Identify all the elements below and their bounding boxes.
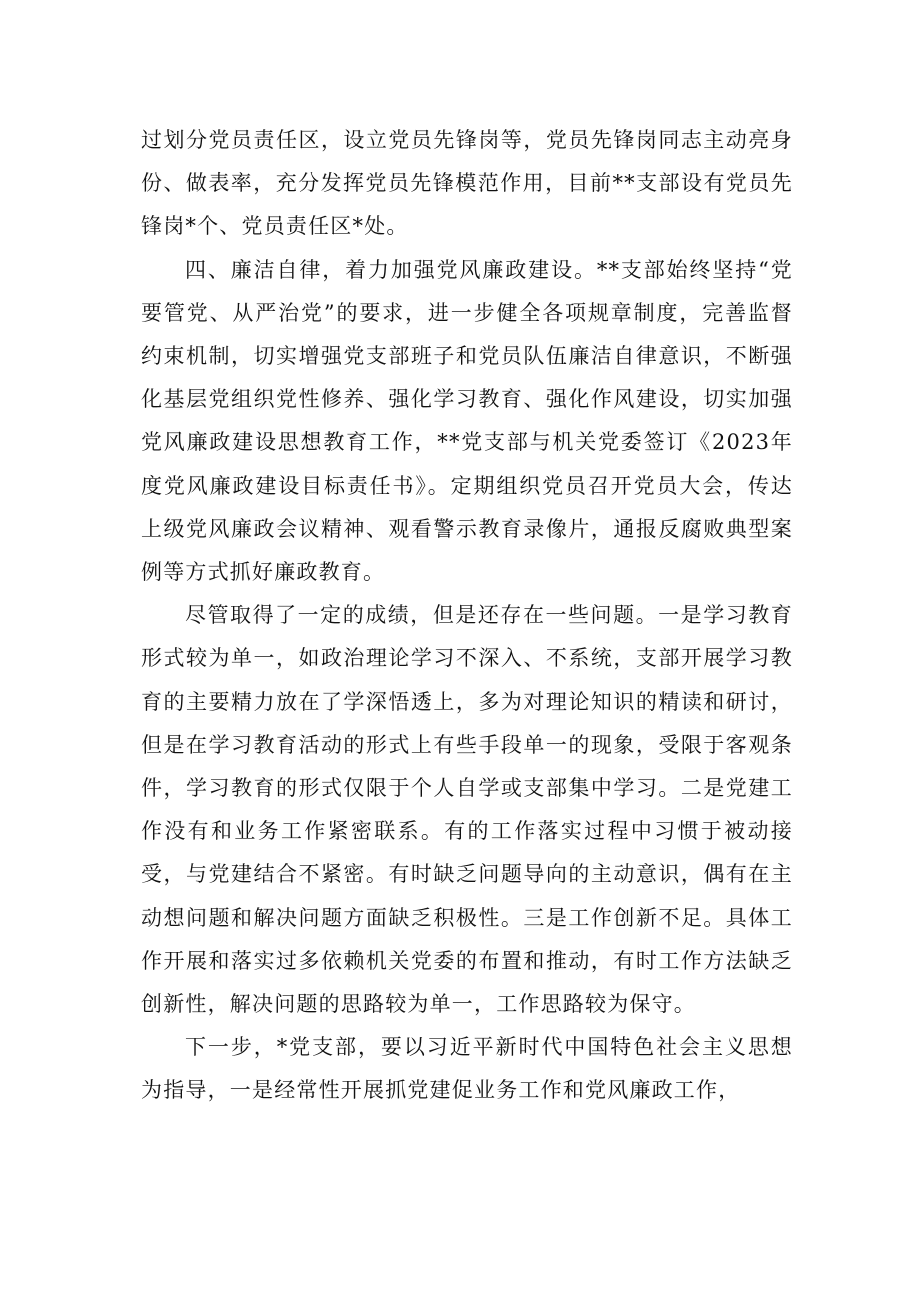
paragraph-integrity: 四、廉洁自律，着力加强党风廉政建设。**支部始终坚持“党要管党、从严治党”的要求，进一步健全各项规章制度，完善监督约束机制，切实增强党支部班子和党员队伍廉洁自律意识，不断强化基层党组织党性修养、强化学习教育、强化作风建设，切实加强党风廉政建设思想教育工作，**党支部与机关党委签订《2023年度党风廉政建设目标责任书》。定期组织党员召开党员大会，传达上级党风廉政会议精神、观看警示教育录像片，通报反腐败典型案例等方式抓好廉政教育。 — [141, 257, 793, 585]
paragraph-problems: 尽管取得了一定的成绩，但是还存在一些问题。一是学习教育形式较为单一，如政治理论学习不深入、不系统，支部开展学习教育的主要精力放在了学深悟透上，多为对理论知识的精读和研讨，但是在学习教育活动的形式上有些手段单一的现象，受限于客观条件，学习教育的形式仅限于个人自学或支部集中学习。二是党建工作没有和业务工作紧密联系。有的工作落实过程中习惯于被动接受，与党建结合不紧密。有时缺乏问题导向的主动意识，偶有在主动想问题和解决问题方面缺乏积极性。三是工作创新不足。具体工作开展和落实过多依赖机关党委的布置和推动，有时工作方法缺乏创新性，解决问题的思路较为单一，工作思路较为保守。 — [141, 603, 793, 1017]
document-body — [141, 119, 793, 1113]
paragraph-continuation: 过划分党员责任区，设立党员先锋岗等，党员先锋岗同志主动亮身份、做表率，充分发挥党员先锋模范作用，目前**支部设有党员先锋岗*个、党员责任区*处。 — [141, 128, 793, 239]
paragraph-next-steps: 下一步，*党支部，要以习近平新时代中国特色社会主义思想为指导，一是经常性开展抓党建促业务工作和党风廉政工作， — [141, 1035, 793, 1103]
